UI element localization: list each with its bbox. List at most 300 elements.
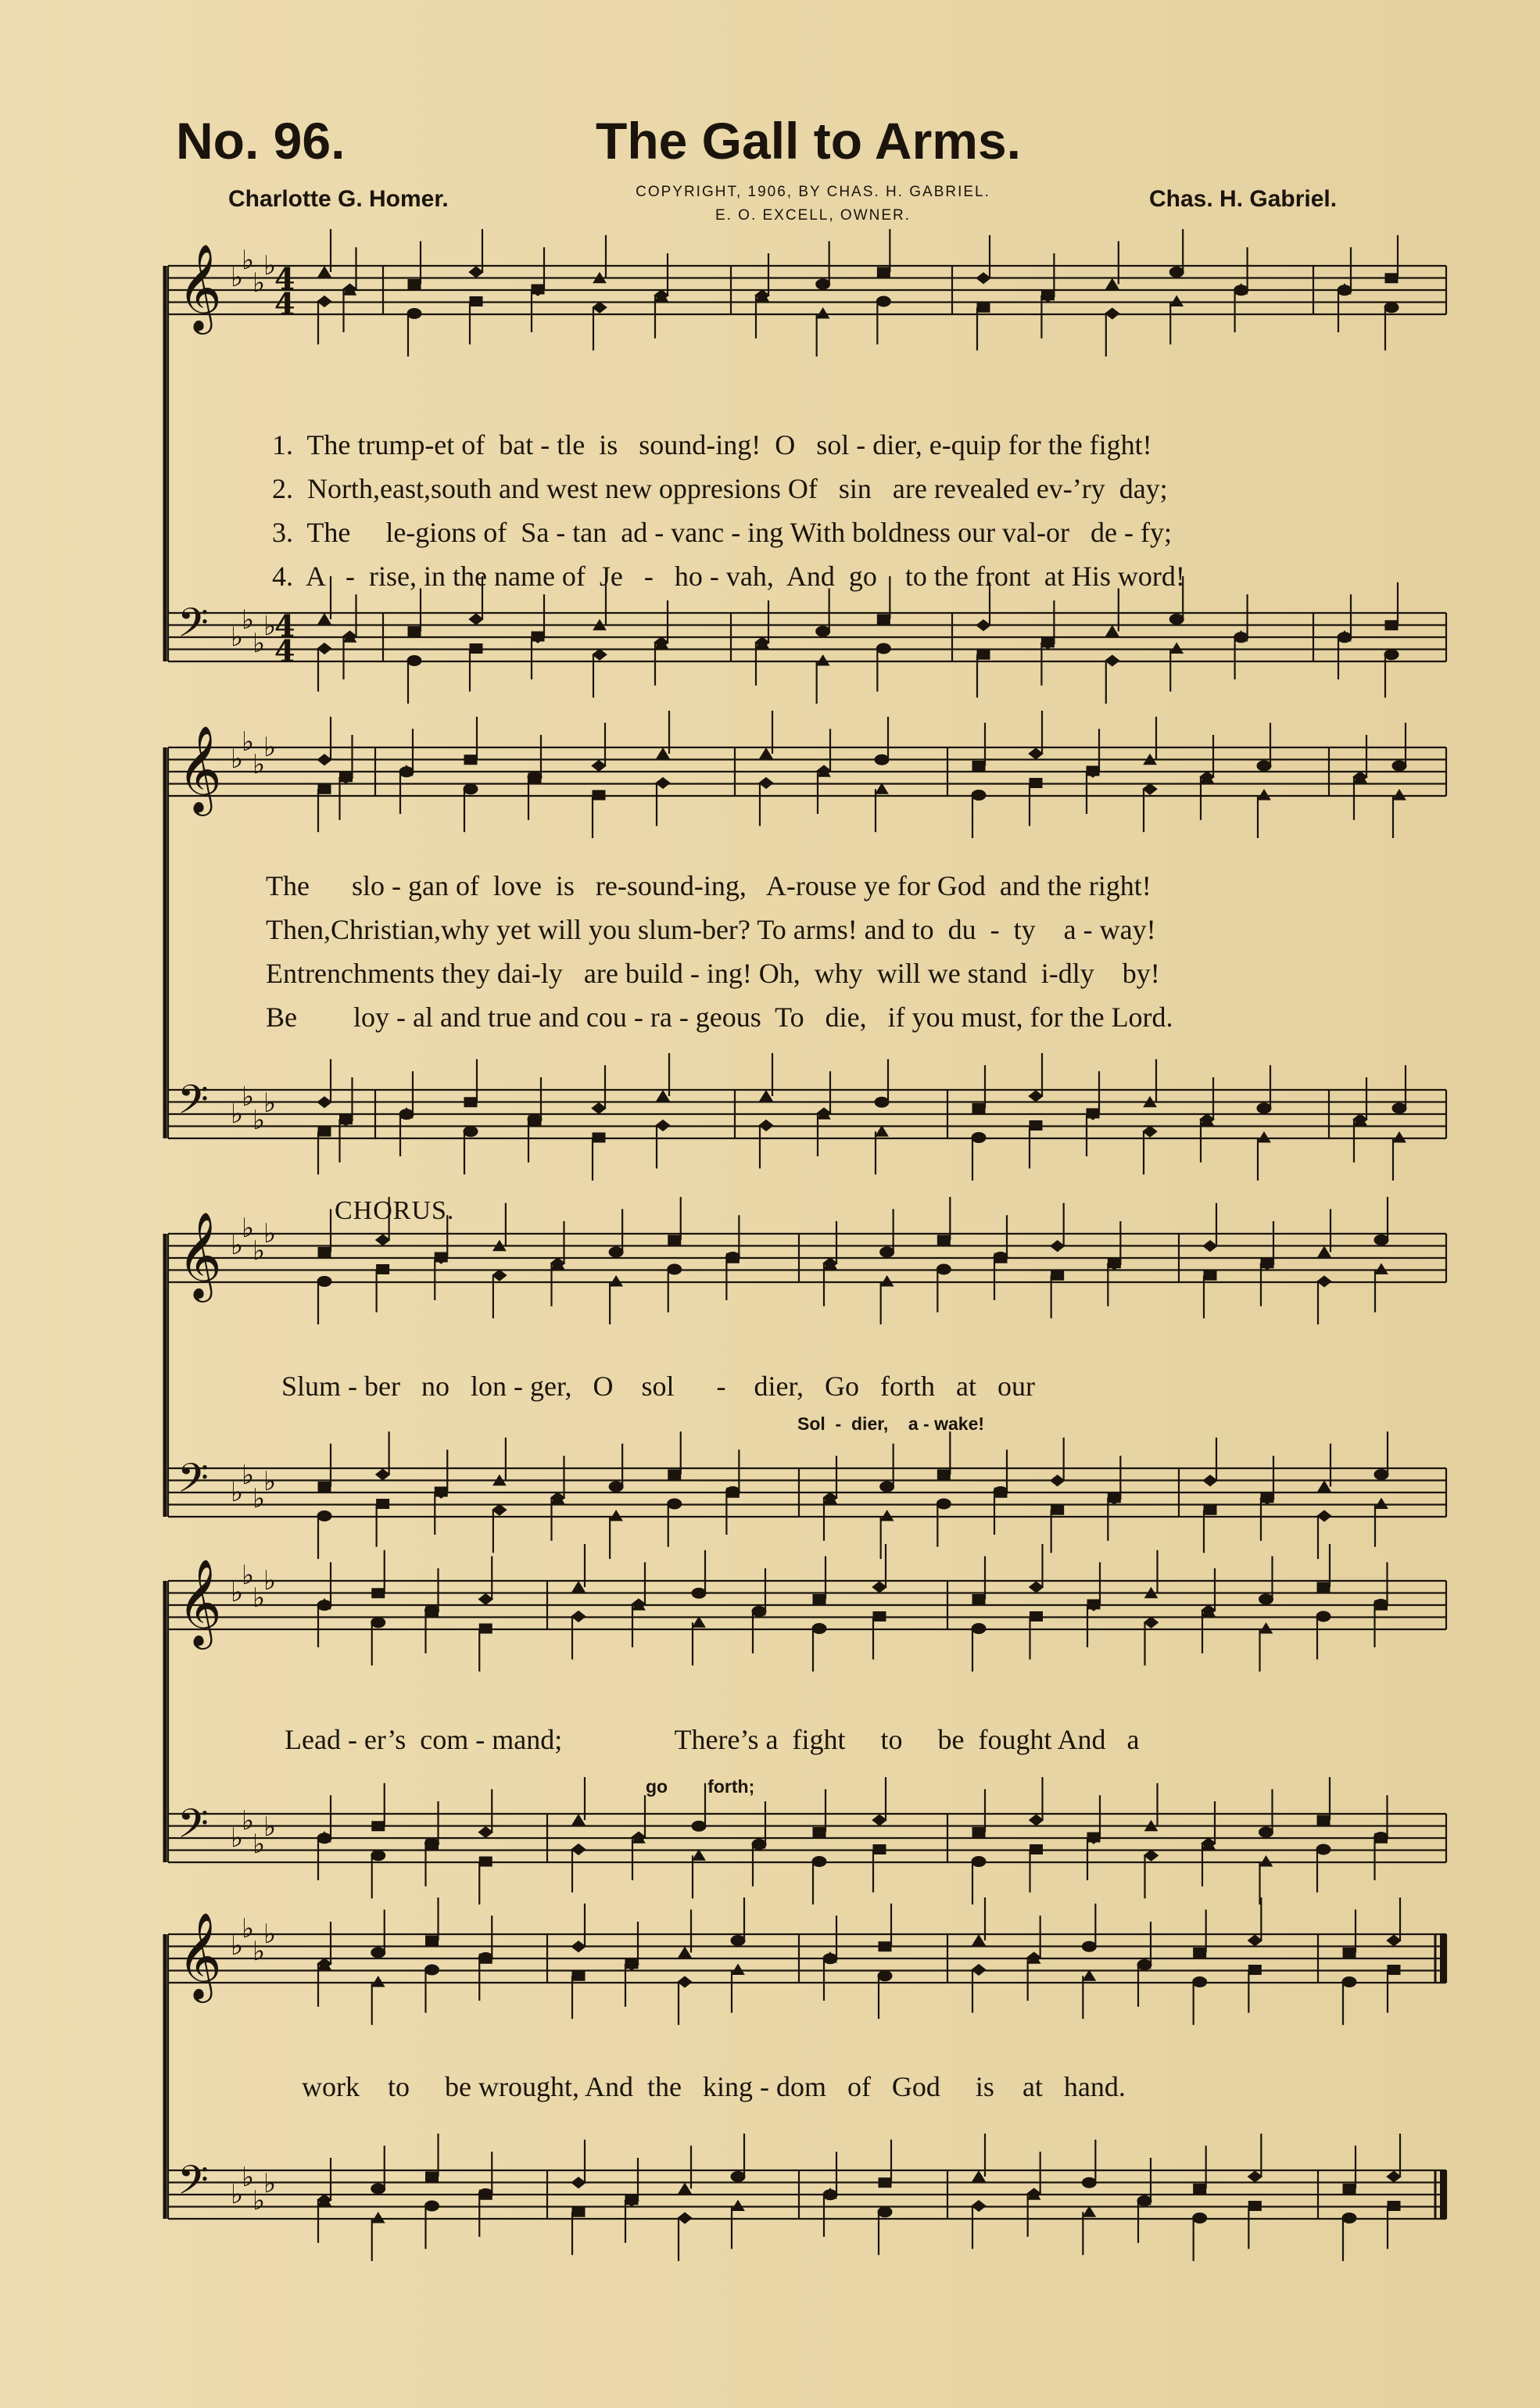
note-head (425, 1605, 439, 1615)
flat-icon: ♭ (231, 1930, 244, 1962)
note-head (1374, 1470, 1388, 1480)
note-head (1204, 1505, 1216, 1514)
note-head (994, 1252, 1008, 1263)
note-head (1029, 1091, 1043, 1102)
note-head (1374, 1833, 1388, 1843)
note-head (872, 1815, 886, 1826)
chorus-alto-echo: Sol - dier, a - wake! (797, 1414, 985, 1434)
note-head (371, 1948, 385, 1958)
note-head (609, 1482, 623, 1492)
note-head (972, 1104, 985, 1113)
note-head (994, 1487, 1008, 1497)
note-head (1193, 2213, 1207, 2223)
note-head (1257, 761, 1271, 771)
note-head (731, 1936, 745, 1946)
note-head (1387, 1935, 1401, 1946)
flat-icon: ♭ (263, 1811, 277, 1843)
note-head (878, 2207, 892, 2217)
note-head (1203, 1241, 1217, 1252)
note-head (1374, 1600, 1388, 1610)
note-head (372, 1589, 385, 1598)
note-head (873, 1612, 886, 1621)
note-head (408, 280, 421, 289)
note-head (1393, 790, 1406, 800)
note-head (872, 1582, 886, 1593)
note-head (528, 1114, 542, 1124)
chorus-line-3: work to be wrought, And the king - dom of God is at hand. (302, 2071, 1126, 2102)
flat-icon: ♭ (263, 2168, 277, 2199)
note-head (478, 1827, 492, 1838)
note-head (372, 2213, 385, 2223)
note-head (972, 1133, 986, 1143)
note-head (464, 1127, 478, 1137)
note-head (972, 1935, 985, 1945)
note-head (972, 2171, 985, 2181)
note-head (937, 1499, 951, 1509)
note-head (593, 1133, 605, 1142)
verse-3-line-2: Entrenchments they dai-ly are build - ing! Oh, why will we stand i-dly by! (266, 958, 1160, 989)
note-head (371, 1618, 385, 1628)
note-head (372, 1822, 385, 1831)
note-head (879, 2178, 891, 2188)
note-head (609, 1247, 623, 1257)
note-head (656, 1120, 670, 1131)
note-head (1343, 1948, 1356, 1958)
verse-number: 3. (272, 517, 293, 548)
note-head (625, 1959, 638, 1969)
note-head (317, 296, 331, 307)
note-head (479, 1857, 492, 1866)
note-head (972, 1828, 985, 1837)
note-head (532, 285, 544, 294)
note-head (464, 784, 478, 794)
note-head (1260, 1623, 1273, 1633)
note-head (1051, 1270, 1064, 1280)
note-head (340, 1115, 353, 1124)
note-head (1258, 1132, 1270, 1142)
note-head (572, 1971, 585, 1980)
flat-icon: ♭ (252, 1936, 266, 1967)
note-head (318, 1482, 331, 1492)
chorus-bass-echo: go forth; (646, 1776, 755, 1797)
note-head (760, 1091, 772, 1101)
note-head (1170, 643, 1183, 654)
note-head (1170, 296, 1183, 306)
note-head (1248, 1935, 1262, 1946)
flat-icon: ♭ (242, 1081, 255, 1113)
flat-icon: ♭ (263, 250, 277, 281)
note-head (1342, 2213, 1356, 2223)
lyric-text: The trump-et of bat - tle is sound-ing! O sol - dier, e-quip for the fight! (306, 429, 1152, 460)
note-head (372, 1976, 385, 1987)
note-head (1257, 1103, 1271, 1113)
flat-icon: ♭ (252, 628, 266, 659)
note-head (937, 1235, 950, 1245)
note-head (759, 1120, 773, 1131)
note-head (816, 626, 830, 636)
note-head (679, 1948, 691, 1958)
note-head (1051, 1475, 1065, 1486)
note-head (1387, 2171, 1401, 2182)
note-head (318, 1248, 331, 1257)
note-head (592, 761, 606, 772)
flat-icon: ♭ (242, 726, 255, 758)
note-head (425, 1965, 439, 1975)
note-head (377, 1265, 389, 1274)
note-head (377, 1500, 389, 1509)
note-head (376, 1234, 390, 1245)
note-head (464, 1098, 477, 1107)
time-signature-top: 4 (274, 261, 295, 296)
note-head (408, 627, 421, 636)
note-head (1393, 1132, 1406, 1142)
note-head (881, 1276, 894, 1286)
note-head (1087, 766, 1099, 776)
note-head (1082, 2177, 1096, 2188)
note-head (1317, 1815, 1330, 1825)
note-head (1342, 1977, 1356, 1987)
note-head (425, 2201, 439, 2211)
lyric-text: North,east,south and west new oppresions Of sin are revealed ev-’ry day; (307, 473, 1168, 504)
verse-2-line-2: Then,Christian,why yet will you slum-ber? To arms! and to du - ty a - way! (266, 914, 1156, 945)
note-head (1385, 274, 1398, 283)
note-head (571, 2177, 586, 2188)
flat-icon: ♭ (242, 1913, 255, 1944)
note-head (678, 2213, 692, 2223)
note-head (572, 2207, 585, 2216)
note-head (657, 1091, 669, 1101)
note-head (692, 1588, 706, 1598)
note-head (657, 748, 669, 758)
note-head (625, 2195, 638, 2205)
note-head (1317, 1276, 1331, 1287)
note-head (1051, 1241, 1065, 1252)
lyricist-credit: Charlotte G. Homer. (228, 186, 449, 212)
note-head (376, 1469, 390, 1480)
note-head (656, 778, 670, 789)
note-head (877, 267, 890, 277)
flat-icon: ♭ (263, 1218, 277, 1249)
hymn-title: The Gall to Arms. (596, 112, 1021, 170)
note-head (407, 656, 421, 666)
note-head (1385, 621, 1398, 630)
note-head (1105, 308, 1119, 319)
note-head (732, 2201, 744, 2211)
composer-credit: Chas. H. Gabriel. (1149, 186, 1338, 212)
note-head (1374, 1235, 1388, 1245)
note-head (572, 1582, 585, 1592)
bass-clef-icon: 𝄢 (177, 599, 209, 656)
note-head (1169, 267, 1184, 278)
time-signature-bottom: 4 (274, 633, 295, 668)
note-head (593, 302, 607, 313)
note-head (976, 273, 990, 284)
note-head (1259, 1827, 1273, 1837)
note-head (571, 1844, 586, 1855)
note-head (593, 649, 607, 660)
note-head (469, 267, 483, 278)
note-head (1051, 1505, 1064, 1514)
note-head (972, 1595, 985, 1604)
flat-icon: ♭ (242, 2162, 255, 2193)
note-head (813, 1595, 826, 1604)
note-head (817, 308, 829, 318)
note-head (532, 632, 544, 641)
note-head (479, 1624, 492, 1633)
note-head (1316, 1611, 1330, 1621)
note-head (1087, 1109, 1099, 1118)
note-head (880, 1247, 894, 1257)
note-head (425, 1838, 439, 1848)
note-head (318, 784, 331, 794)
note-head (876, 643, 890, 654)
treble-clef-icon: 𝄞 (177, 725, 222, 812)
note-head (610, 1276, 622, 1286)
note-head (759, 778, 773, 789)
note-head (1106, 279, 1119, 289)
note-head (879, 1942, 891, 1951)
note-head (937, 1470, 950, 1479)
note-head (1317, 1582, 1330, 1592)
treble-clef-icon: 𝄞 (177, 243, 222, 331)
note-head (610, 1510, 622, 1521)
note-head (1105, 655, 1119, 666)
note-head (1318, 1247, 1330, 1257)
note-head (1082, 1941, 1096, 1951)
flat-icon: ♭ (231, 744, 244, 775)
verse-4-line-2: Be loy - al and true and cou - ra - geous To die, if you must, for the Lord. (266, 1002, 1173, 1033)
note-head (732, 1965, 744, 1975)
note-head (317, 643, 331, 654)
note-head (426, 1936, 439, 1945)
note-head (937, 1264, 951, 1274)
flat-icon: ♭ (231, 1230, 244, 1261)
note-head (678, 1976, 692, 1987)
time-signature-top: 4 (274, 608, 295, 643)
bass-clef-icon: 𝄢 (177, 1454, 209, 1511)
note-head (317, 1277, 331, 1287)
flat-icon: ♭ (252, 267, 266, 299)
note-head (572, 1815, 585, 1825)
flat-icon: ♭ (252, 1582, 266, 1614)
note-head (1144, 1850, 1159, 1861)
note-head (1029, 748, 1043, 759)
note-head (817, 655, 829, 665)
note-head (464, 755, 477, 765)
note-head (1030, 1121, 1042, 1131)
note-head (873, 1845, 886, 1854)
note-head (1194, 1948, 1206, 1958)
chorus-label: CHORUS. (335, 1196, 455, 1225)
note-head (592, 1103, 606, 1114)
note-head (1261, 1493, 1273, 1503)
flat-icon: ♭ (231, 1477, 244, 1508)
note-head (679, 2184, 691, 2194)
note-head (317, 1097, 331, 1108)
note-head (1258, 790, 1270, 800)
note-head (492, 1504, 507, 1515)
note-head (813, 1828, 826, 1837)
note-head (317, 1511, 331, 1521)
treble-clef-icon: 𝄞 (177, 1211, 222, 1299)
note-head (812, 1857, 826, 1867)
hymn-number: No. 96. (176, 112, 346, 170)
flat-icon: ♭ (263, 1088, 277, 1119)
note-head (1388, 2202, 1400, 2211)
flat-icon: ♭ (263, 611, 277, 642)
chorus-line-2: Lead - er’s com - mand; There’s a fight to be fought And a (285, 1724, 1140, 1755)
note-head (977, 303, 990, 312)
note-head (668, 1499, 682, 1509)
note-head (470, 297, 482, 306)
note-head (317, 754, 331, 765)
note-head (435, 1487, 447, 1496)
note-head (1041, 638, 1054, 647)
flat-icon: ♭ (252, 1235, 266, 1267)
note-head (1384, 303, 1399, 313)
note-head (1316, 1844, 1330, 1854)
note-head (1030, 1582, 1044, 1593)
note-head (668, 1264, 682, 1274)
note-head (875, 1097, 889, 1107)
verse-number: 1. (272, 429, 293, 460)
note-head (731, 2172, 745, 2182)
flat-icon: ♭ (242, 1213, 255, 1244)
note-head (1144, 1617, 1159, 1628)
note-head (1317, 1510, 1331, 1521)
time-signature-bottom: 4 (274, 286, 295, 321)
lyric-text: A - rise, in the name of Je - ho - vah, And go to the front at His word! (306, 561, 1185, 592)
flat-icon: ♭ (252, 749, 266, 780)
lyric-text: The le-gions of Sa - tan ad - vanc - ing With boldness our val-or de - fy; (306, 517, 1172, 548)
note-head (816, 279, 830, 289)
flat-icon: ♭ (231, 1098, 244, 1130)
verse-4-line-1 (244, 527, 1185, 625)
verse-1-line-2: The slo - gan of love is re-sound-ing, A-rouse ye for God and the right! (266, 870, 1151, 901)
note-head (1248, 1965, 1261, 1975)
note-head (1030, 1815, 1044, 1826)
note-head (478, 2189, 492, 2199)
flat-icon: ♭ (252, 1105, 266, 1136)
note-head (876, 296, 890, 306)
note-head (1260, 1856, 1273, 1866)
note-head (1083, 1970, 1095, 1980)
note-head (977, 650, 990, 659)
flat-icon: ♭ (231, 262, 244, 293)
note-head (318, 267, 331, 277)
treble-clef-icon: 𝄞 (177, 1558, 222, 1646)
note-head (876, 783, 888, 794)
note-head (972, 790, 986, 801)
note-head (478, 1953, 492, 1963)
note-head (593, 790, 605, 800)
bass-clef-icon: 𝄢 (177, 1076, 209, 1133)
note-head (881, 1510, 894, 1521)
note-head (1083, 2206, 1095, 2216)
note-head (972, 2201, 986, 2212)
flat-icon: ♭ (242, 245, 255, 276)
note-head (876, 1126, 888, 1136)
note-head (972, 1624, 986, 1634)
note-head (693, 1617, 705, 1627)
note-head (972, 1965, 986, 1976)
flat-icon: ♭ (263, 1565, 277, 1596)
note-head (1193, 1977, 1207, 1987)
note-head (972, 1857, 986, 1867)
note-head (1030, 1845, 1043, 1854)
note-head (1248, 2171, 1262, 2182)
note-head (1203, 1475, 1217, 1486)
verse-number: 2. (272, 473, 293, 504)
note-head (492, 1270, 507, 1281)
note-head (812, 1624, 826, 1634)
note-head (1108, 1493, 1120, 1503)
note-head (1087, 1833, 1100, 1842)
note-head (1318, 1482, 1330, 1492)
treble-clef-icon: 𝄞 (177, 1912, 222, 1999)
copyright-line-2: E. O. EXCELL, OWNER. (714, 207, 911, 224)
flat-icon: ♭ (242, 1805, 255, 1836)
note-head (692, 1821, 706, 1831)
verse-number: 4. (272, 561, 293, 592)
note-head (1030, 779, 1042, 788)
note-head (725, 1487, 740, 1497)
flat-icon: ♭ (263, 732, 277, 763)
note-head (571, 1941, 586, 1952)
note-head (1392, 1103, 1406, 1113)
flat-icon: ♭ (242, 1560, 255, 1591)
note-head (1204, 1270, 1216, 1280)
note-head (340, 772, 353, 782)
note-head (1388, 1965, 1400, 1975)
flat-icon: ♭ (263, 1919, 277, 1950)
note-head (1030, 1612, 1043, 1621)
note-head (1392, 761, 1406, 771)
note-head (878, 1971, 892, 1981)
bass-clef-icon: 𝄢 (177, 2156, 209, 2213)
note-head (972, 761, 985, 771)
note-head (1259, 1594, 1273, 1604)
note-head (318, 1127, 331, 1136)
note-head (426, 2172, 439, 2181)
note-head (1261, 1259, 1273, 1268)
note-head (1041, 291, 1054, 300)
note-head (1087, 1600, 1100, 1609)
note-head (1343, 2184, 1356, 2194)
note-head (668, 1235, 681, 1245)
note-head (1108, 1259, 1120, 1268)
note-head (875, 754, 889, 765)
note-head (571, 1611, 586, 1622)
note-head (725, 1252, 740, 1263)
flat-icon: ♭ (252, 2185, 266, 2216)
flat-icon: ♭ (231, 1822, 244, 1854)
note-head (1194, 2184, 1206, 2194)
note-head (478, 1594, 492, 1605)
flat-icon: ♭ (252, 1483, 266, 1514)
flat-icon: ♭ (252, 1829, 266, 1860)
note-head (1143, 1126, 1157, 1137)
note-head (1106, 626, 1119, 636)
flat-icon: ♭ (231, 1577, 244, 1608)
note-head (668, 1470, 681, 1479)
note-head (1375, 1499, 1388, 1509)
note-head (371, 2184, 385, 2194)
note-head (470, 644, 482, 654)
copyright-line-1: COPYRIGHT, 1906, BY CHAS. H. GABRIEL. (636, 184, 990, 200)
note-head (1143, 783, 1157, 794)
note-head (528, 772, 542, 782)
